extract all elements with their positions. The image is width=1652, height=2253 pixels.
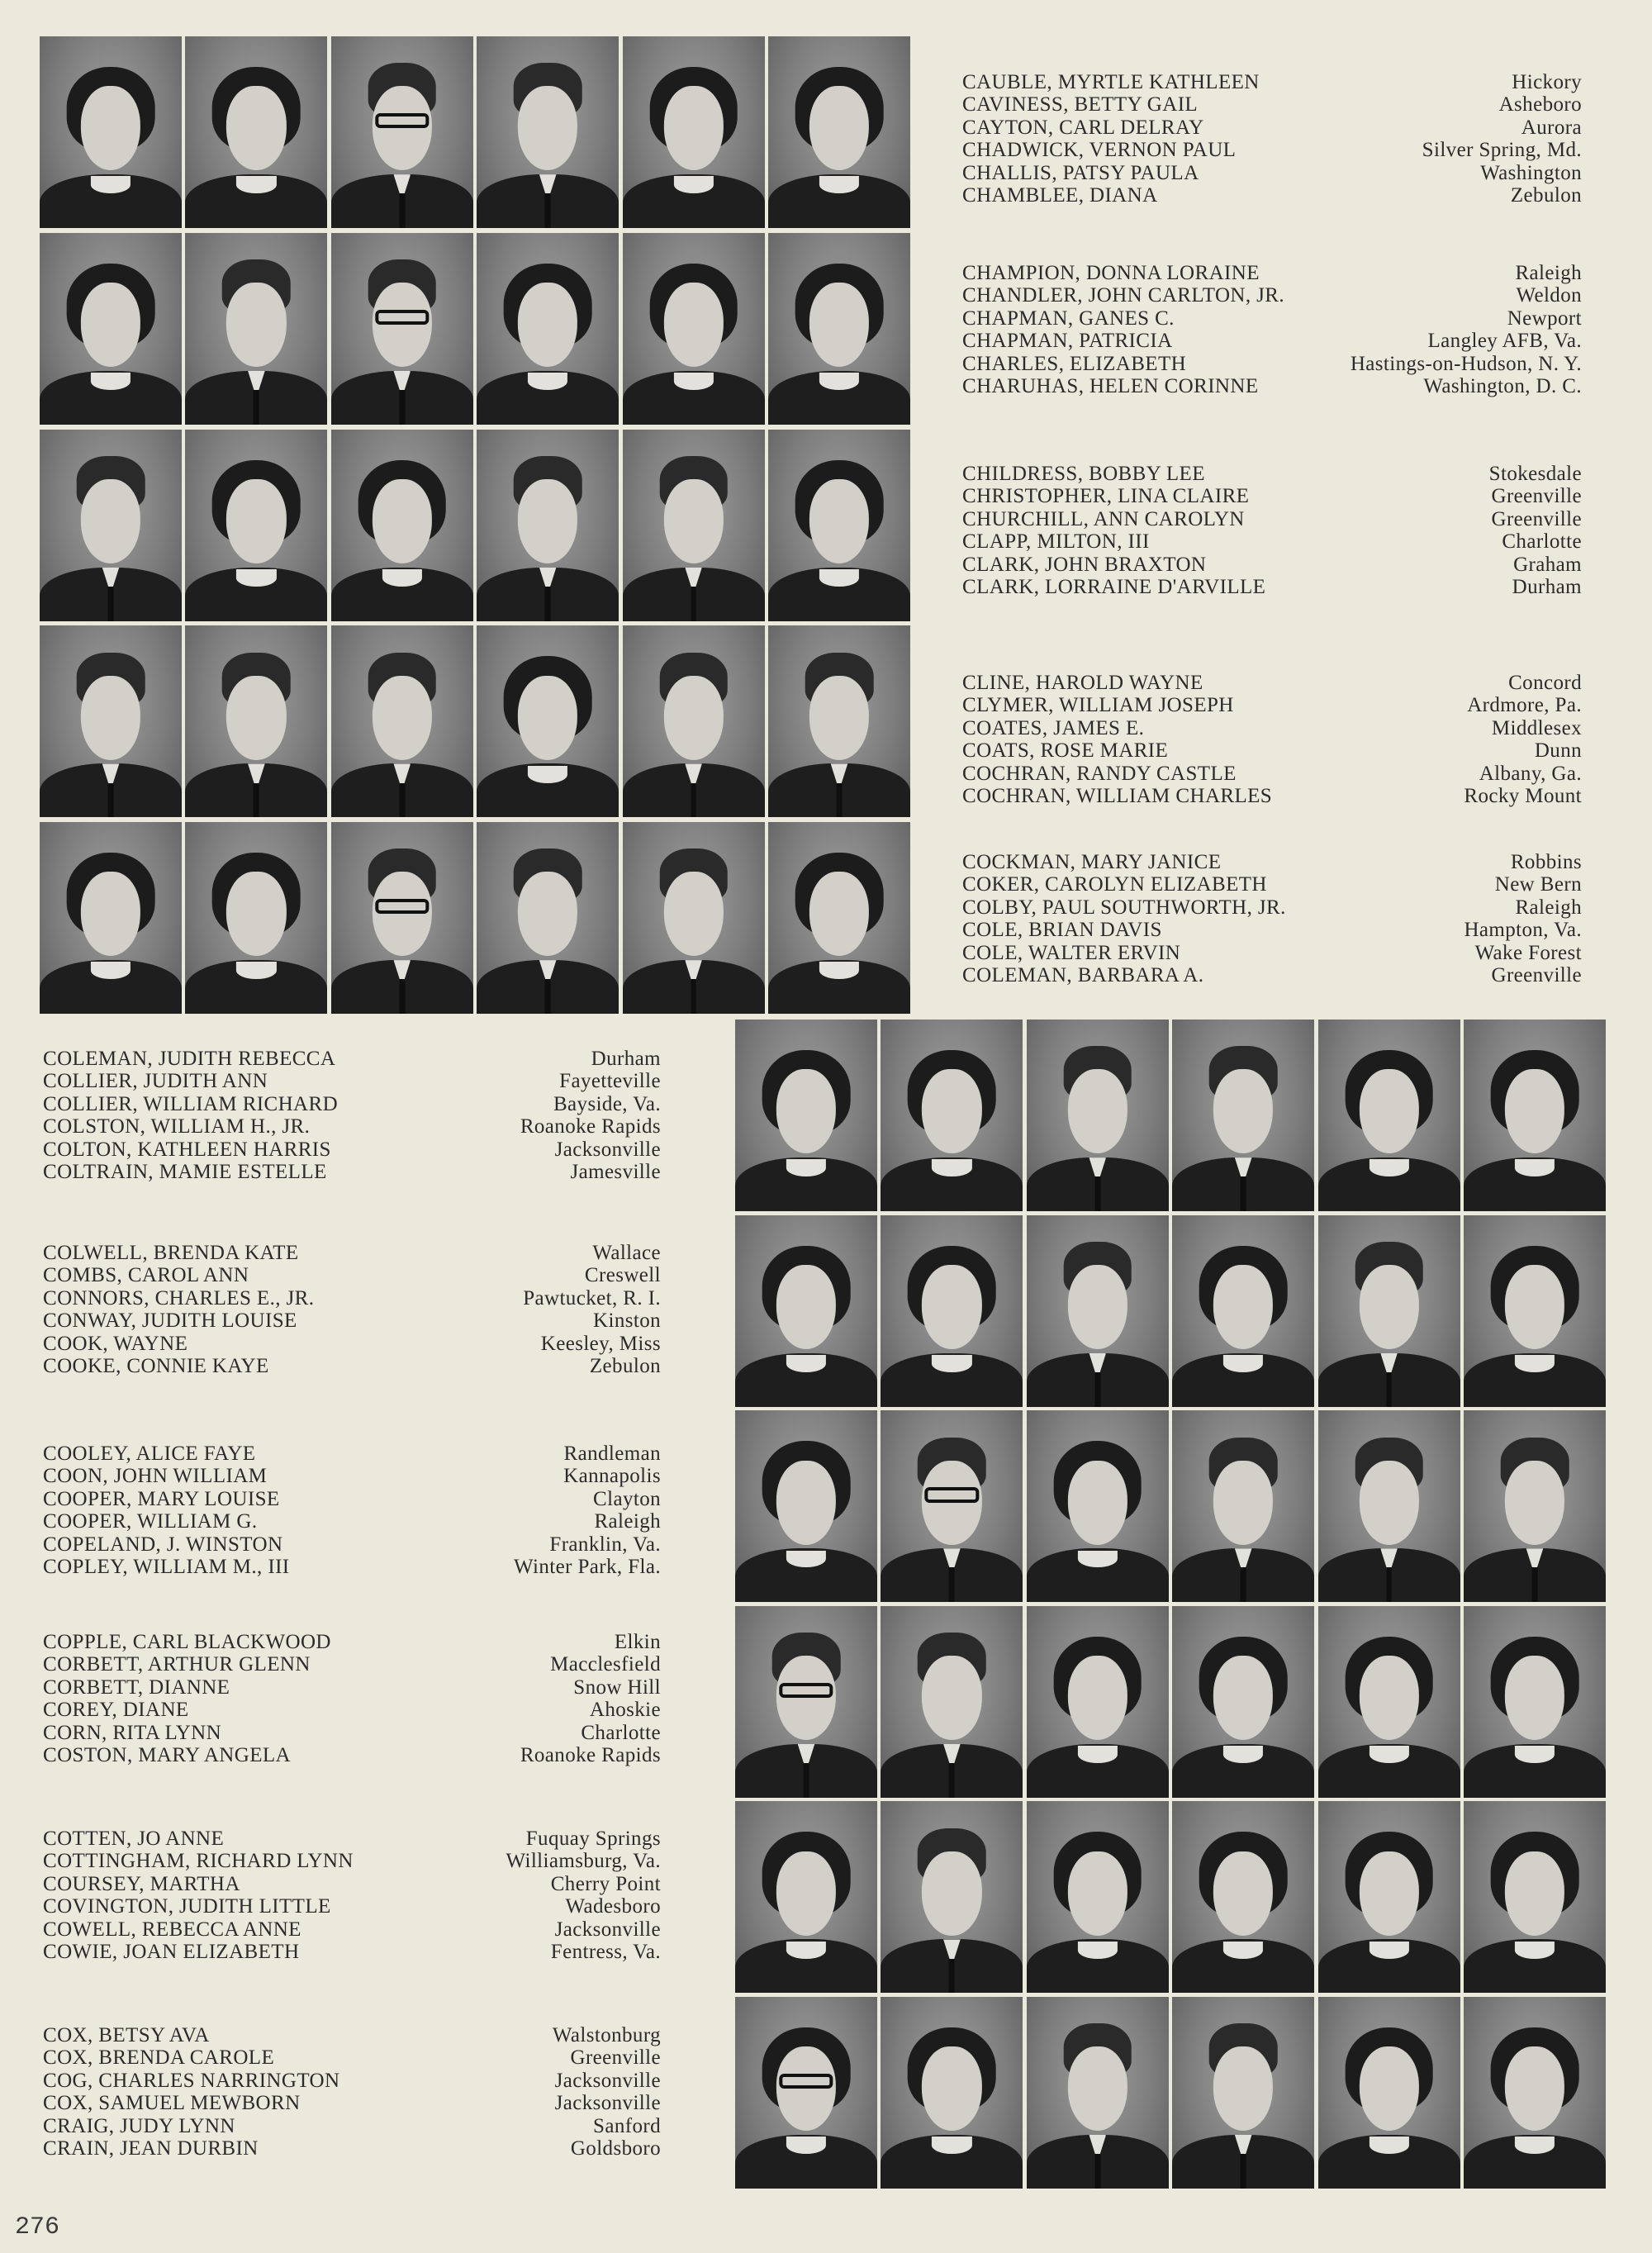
hometown: Bayside, Va. [553,1092,661,1115]
student-name: CHURCHILL, ANN CAROLYN [962,507,1245,530]
student-name: CAYTON, CARL DELRAY [962,116,1204,139]
hometown: Robbins [1510,851,1582,873]
student-portrait [477,430,619,621]
hometown: Jacksonville [554,1138,661,1161]
hometown: Sanford [593,2114,661,2137]
hometown: Washington [1480,161,1582,184]
name-block-9 [43,1631,661,1766]
hometown: Roanoke Rapids [520,1115,661,1138]
student-portrait [1464,1801,1606,1993]
hometown: Albany, Ga. [1479,762,1582,785]
student-name: CHADWICK, VERNON PAUL [962,139,1237,162]
hometown: Washington, D. C. [1423,374,1582,397]
hometown: Keesley, Miss [540,1332,661,1355]
student-portrait [185,822,327,1014]
entry-row [43,1895,661,1918]
student-portrait [331,625,473,817]
student-name: COOPER, MARY LOUISE [43,1487,280,1510]
student-name: COREY, DIANE [43,1699,189,1722]
entry-row [43,1631,661,1653]
student-name: COLE, BRIAN DAVIS [962,919,1162,942]
student-name: COLSTON, WILLIAM H., JR. [43,1115,311,1138]
entry-row [43,1488,661,1510]
student-portrait [1172,1410,1314,1602]
hometown: Greenville [1491,507,1582,530]
student-portrait [40,625,182,817]
student-name: COTTEN, JO ANNE [43,1828,225,1850]
student-name: COLLIER, WILLIAM RICHARD [43,1092,339,1115]
entry-row [962,184,1582,207]
entry-row [962,530,1582,553]
student-portrait [881,1606,1023,1798]
student-portrait [881,1020,1023,1211]
student-name: CHAMPION, DONNA LORAINE [962,262,1260,284]
entry-row [962,262,1582,284]
student-name: COCKMAN, MARY JANICE [962,851,1222,873]
student-portrait [1318,1606,1460,1798]
name-block-4 [962,672,1582,807]
student-name: CONNORS, CHARLES E., JR. [43,1286,315,1309]
entry-row [43,1699,661,1721]
student-portrait [623,233,765,425]
hometown: Hickory [1512,71,1582,93]
hometown: Hampton, Va. [1464,919,1582,942]
entry-row [43,1161,661,1183]
student-portrait [1318,1020,1460,1211]
name-block-2 [962,262,1582,397]
entry-row [43,1355,661,1377]
hometown: Silver Spring, Md. [1422,139,1582,162]
student-name: CHAPMAN, GANES C. [962,307,1175,330]
student-portrait [1464,1410,1606,1602]
student-name: COLWELL, BRENDA KATE [43,1242,299,1264]
entry-row [43,1333,661,1355]
hometown: Greenville [570,2046,661,2070]
entry-row [962,851,1582,873]
hometown: Newport [1507,307,1582,330]
entry-row [43,1309,661,1332]
student-portrait [1027,1606,1169,1798]
name-block-11 [43,2024,661,2160]
hometown: Charlotte [581,1721,661,1744]
student-name: CHANDLER, JOHN CARLTON, JR. [962,284,1285,307]
entry-row [962,307,1582,330]
hometown: Snow Hill [573,1675,661,1699]
student-name: CHALLIS, PATSY PAULA [962,161,1199,184]
entry-row [962,739,1582,762]
entry-row [962,485,1582,507]
hometown: Jacksonville [554,1918,661,1941]
name-block-7 [43,1242,661,1377]
student-name: COKER, CAROLYN ELIZABETH [962,873,1267,896]
student-portrait [1027,1997,1169,2189]
hometown: Asheboro [1498,93,1582,116]
student-portrait [477,822,619,1014]
student-name: CHAMBLEE, DIANA [962,183,1158,207]
student-name: COVINGTON, JUDITH LITTLE [43,1895,331,1918]
student-portrait [1172,1215,1314,1407]
entry-row [43,1676,661,1699]
hometown: Rocky Mount [1464,784,1582,807]
student-portrait [881,1410,1023,1602]
student-portrait [1027,1410,1169,1602]
student-portrait [768,822,910,1014]
student-name: COON, JOHN WILLIAM [43,1465,268,1488]
student-portrait [881,1997,1023,2189]
entry-row [962,116,1582,139]
student-portrait [477,233,619,425]
hometown: Aurora [1521,116,1582,139]
name-block-6 [43,1048,661,1183]
student-portrait [331,36,473,228]
student-name: COPLEY, WILLIAM M., III [43,1555,290,1578]
hometown: Fuquay Springs [525,1828,661,1850]
student-name: COLEMAN, JUDITH REBECCA [43,1048,336,1070]
student-name: COOLEY, ALICE FAYE [43,1443,256,1465]
entry-row [43,1443,661,1465]
entry-row [43,1941,661,1963]
student-name: COX, BETSY AVA [43,2024,210,2046]
entry-row [962,896,1582,919]
entry-row [962,919,1582,941]
student-name: COSTON, MARY ANGELA [43,1743,291,1766]
entry-row [43,1070,661,1092]
student-name: COLBY, PAUL SOUTHWORTH, JR. [962,896,1286,919]
student-name: COLE, WALTER ERVIN [962,941,1181,964]
hometown: Greenville [1491,485,1582,508]
student-name: CLARK, LORRAINE D'ARVILLE [962,575,1266,598]
entry-row [43,2137,661,2160]
student-portrait [881,1801,1023,1993]
student-name: COPPLE, CARL BLACKWOOD [43,1631,331,1653]
student-portrait [331,430,473,621]
hometown: Fentress, Va. [550,1940,661,1963]
student-portrait [1172,1997,1314,2189]
hometown: Fayetteville [559,1070,661,1093]
student-name: COURSEY, MARTHA [43,1872,240,1895]
entry-row [43,2092,661,2114]
student-name: COLTRAIN, MAMIE ESTELLE [43,1160,327,1183]
student-name: CAUBLE, MYRTLE KATHLEEN [962,71,1260,93]
student-name: COPELAND, J. WINSTON [43,1533,283,1556]
student-name: COLEMAN, BARBARA A. [962,963,1204,986]
student-name: COX, BRENDA CAROLE [43,2046,275,2070]
student-name: COWELL, REBECCA ANNE [43,1918,301,1941]
entry-row [43,1556,661,1578]
hometown: Weldon [1516,284,1582,307]
hometown: Goldsboro [570,2137,661,2160]
entry-row [43,1287,661,1309]
student-portrait [1464,1997,1606,2189]
student-portrait [1318,1410,1460,1602]
hometown: Concord [1508,672,1582,694]
student-name: CHARUHAS, HELEN CORINNE [962,374,1259,397]
hometown: Raleigh [594,1510,661,1533]
hometown: Williamsburg, Va. [506,1850,661,1873]
hometown: Wallace [592,1242,661,1264]
hometown: Wake Forest [1474,941,1582,964]
name-block-3 [962,463,1582,598]
hometown: Pawtucket, R. I. [523,1286,661,1309]
entry-row [962,763,1582,785]
student-portrait [768,625,910,817]
student-portrait [1027,1020,1169,1211]
entry-row [43,1533,661,1556]
entry-row [43,1744,661,1766]
student-portrait [768,233,910,425]
student-name: CLINE, HAROLD WAYNE [962,672,1203,694]
student-portrait [185,430,327,621]
entry-row [43,1093,661,1115]
hometown: Charlotte [1502,530,1582,554]
hometown: Dunn [1534,739,1582,763]
student-name: CRAIN, JEAN DURBIN [43,2137,259,2160]
hometown: Hastings-on-Hudson, N. Y. [1350,352,1582,375]
student-portrait [1027,1801,1169,1993]
student-name: CAVINESS, BETTY GAIL [962,93,1199,116]
entry-row [43,1828,661,1850]
student-name: CLAPP, MILTON, III [962,530,1150,554]
student-portrait [40,36,182,228]
hometown: Roanoke Rapids [520,1743,661,1766]
hometown: Wadesboro [565,1895,661,1918]
hometown: Zebulon [589,1354,661,1377]
student-portrait [40,822,182,1014]
student-portrait [881,1215,1023,1407]
hometown: Kinston [593,1309,661,1333]
entry-row [43,1264,661,1286]
name-block-5 [962,851,1582,986]
student-name: COCHRAN, WILLIAM CHARLES [962,784,1273,807]
hometown: Cherry Point [550,1872,661,1895]
entry-row [962,964,1582,986]
hometown: Ahoskie [589,1699,661,1722]
hometown: Graham [1513,553,1582,576]
student-name: COATES, JAMES E. [962,716,1145,739]
student-portrait [477,36,619,228]
student-portrait [735,1606,877,1798]
student-portrait [768,430,910,621]
name-block-8 [43,1443,661,1578]
entry-row [43,1722,661,1744]
student-name: CHILDRESS, BOBBY LEE [962,463,1205,485]
hometown: Jacksonville [554,2069,661,2092]
hometown: Raleigh [1515,896,1582,919]
student-portrait [1172,1606,1314,1798]
student-portrait [623,625,765,817]
student-portrait [768,36,910,228]
hometown: Elkin [614,1631,661,1653]
student-name: COLTON, KATHLEEN HARRIS [43,1138,331,1161]
entry-row [43,1653,661,1675]
student-portrait [1318,1215,1460,1407]
student-portrait [623,430,765,621]
student-portrait [1027,1215,1169,1407]
entry-row [43,1465,661,1487]
hometown: Walstonburg [552,2024,661,2046]
student-name: CHARLES, ELIZABETH [962,352,1187,375]
entry-row [962,576,1582,598]
hometown: Creswell [584,1264,661,1287]
entry-row [962,139,1582,161]
entry-row [962,93,1582,116]
entry-row [43,1873,661,1895]
entry-row [43,1048,661,1070]
student-name: CHRISTOPHER, LINA CLAIRE [962,485,1250,508]
student-portrait [331,233,473,425]
student-name: CORBETT, ARTHUR GLENN [43,1653,311,1676]
hometown: Durham [1512,575,1582,598]
hometown: Middlesex [1491,716,1582,739]
student-name: COOKE, CONNIE KAYE [43,1354,269,1377]
student-name: COTTINGHAM, RICHARD LYNN [43,1850,354,1873]
student-portrait [735,1020,877,1211]
entry-row [43,2046,661,2069]
student-portrait [623,822,765,1014]
student-portrait [185,36,327,228]
student-name: CONWAY, JUDITH LOUISE [43,1309,297,1333]
student-portrait [1464,1020,1606,1211]
student-portrait [477,625,619,817]
entry-row [962,284,1582,307]
student-portrait [331,822,473,1014]
hometown: Franklin, Va. [549,1533,661,1556]
portrait-grid-bottom [735,1020,1606,2189]
entry-row [43,1918,661,1941]
portrait-grid-top [40,36,910,1014]
student-name: CORN, RITA LYNN [43,1721,222,1744]
student-portrait [1464,1215,1606,1407]
entry-row [962,694,1582,716]
student-name: COOK, WAYNE [43,1332,188,1355]
hometown: Jamesville [570,1160,661,1183]
student-portrait [623,36,765,228]
student-portrait [40,233,182,425]
hometown: Greenville [1491,963,1582,986]
student-name: CHAPMAN, PATRICIA [962,330,1173,353]
hometown: Randleman [563,1443,661,1465]
entry-row [43,1850,661,1872]
hometown: Winter Park, Fla. [514,1555,661,1578]
entry-row [43,2115,661,2137]
student-portrait [735,1997,877,2189]
student-name: CLARK, JOHN BRAXTON [962,553,1207,576]
page-number: 276 [15,2213,60,2241]
student-portrait [1318,1801,1460,1993]
entry-row [962,71,1582,93]
hometown: Durham [591,1048,661,1070]
hometown: Macclesfield [550,1653,661,1676]
student-portrait [185,625,327,817]
student-portrait [735,1215,877,1407]
entry-row [962,717,1582,739]
hometown: Jacksonville [554,2092,661,2115]
hometown: Ardmore, Pa. [1467,694,1582,717]
entry-row [962,672,1582,694]
student-portrait [1318,1997,1460,2189]
student-name: COG, CHARLES NARRINGTON [43,2069,340,2092]
entry-row [962,353,1582,375]
student-name: COX, SAMUEL MEWBORN [43,2092,301,2115]
student-name: COMBS, CAROL ANN [43,1264,249,1287]
entry-row [962,375,1582,397]
entry-row [962,463,1582,485]
student-portrait [735,1410,877,1602]
name-block-1 [962,71,1582,207]
student-name: COWIE, JOAN ELIZABETH [43,1940,300,1963]
student-portrait [1464,1606,1606,1798]
hometown: Kannapolis [563,1465,661,1488]
hometown: New Bern [1494,873,1582,896]
student-name: CLYMER, WILLIAM JOSEPH [962,694,1234,717]
entry-row [962,508,1582,530]
entry-row [43,2024,661,2046]
hometown: Clayton [593,1487,661,1510]
student-portrait [735,1801,877,1993]
entry-row [43,1242,661,1264]
student-portrait [40,430,182,621]
entry-row [43,2070,661,2092]
student-name: CRAIG, JUDY LYNN [43,2114,235,2137]
entry-row [962,162,1582,184]
entry-row [43,1115,661,1138]
entry-row [962,942,1582,964]
entry-row [43,1138,661,1161]
entry-row [962,873,1582,896]
hometown: Zebulon [1510,183,1582,207]
hometown: Raleigh [1515,262,1582,284]
student-portrait [1172,1801,1314,1993]
name-block-10 [43,1828,661,1963]
student-name: COCHRAN, RANDY CASTLE [962,762,1237,785]
hometown: Langley AFB, Va. [1427,330,1582,353]
student-portrait [185,233,327,425]
entry-row [962,330,1582,352]
entry-row [43,1510,661,1533]
student-portrait [1172,1020,1314,1211]
student-name: COATS, ROSE MARIE [962,739,1169,763]
entry-row [962,785,1582,807]
student-name: CORBETT, DIANNE [43,1675,230,1699]
student-name: COOPER, WILLIAM G. [43,1510,258,1533]
hometown: Stokesdale [1488,463,1582,485]
entry-row [962,554,1582,576]
student-name: COLLIER, JUDITH ANN [43,1070,268,1093]
